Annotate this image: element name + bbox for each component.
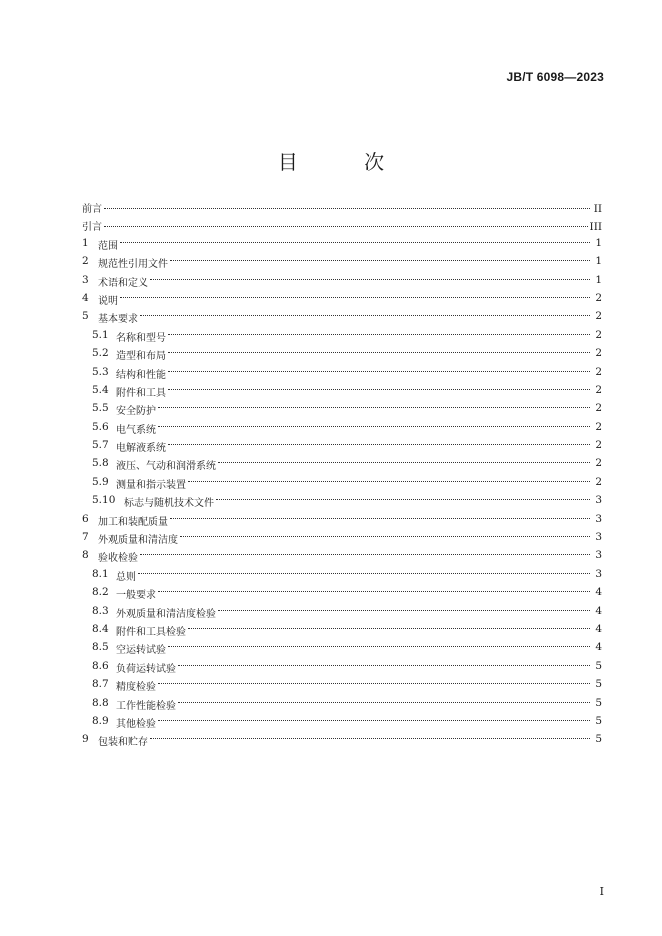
toc-entry-number: 8.2: [92, 586, 109, 599]
dot-leader: [168, 646, 590, 647]
toc-entry-title: 液压、气动和润滑系统: [116, 461, 216, 473]
toc-entry-label: [92, 605, 216, 620]
toc-entry-number: 9: [82, 733, 89, 746]
toc-entry-page: 2: [595, 291, 602, 304]
toc-entry[interactable]: [82, 421, 602, 439]
toc-entry-label: [82, 237, 118, 252]
toc-entry-page: 2: [595, 439, 602, 452]
toc-entry-label: [92, 494, 214, 509]
toc-entry-number: 1: [82, 236, 89, 249]
toc-entry-page: 5: [595, 733, 602, 746]
toc-entry-title: 附件和工具检验: [116, 626, 186, 638]
toc-entry-title: 其他检验: [116, 718, 156, 730]
toc-entry-title: 造型和布局: [116, 351, 166, 363]
toc-entry-page: 2: [595, 457, 602, 470]
dot-leader: [178, 702, 590, 703]
toc-entry-label: [82, 292, 118, 307]
toc-entry-label: [92, 660, 176, 675]
toc-entry-label: [92, 476, 186, 491]
dot-leader: [218, 610, 590, 611]
toc-entry[interactable]: [82, 697, 602, 715]
toc-entry-number: 8.1: [92, 567, 109, 580]
toc-entry-title: 说明: [98, 295, 118, 307]
toc-entry-page: 5: [595, 678, 602, 691]
toc-entry-number: 8.4: [92, 622, 109, 635]
toc-entry-page: III: [589, 221, 602, 234]
toc-entry-number: 5.2: [92, 347, 109, 360]
toc-entry[interactable]: [82, 384, 602, 402]
dot-leader: [140, 315, 590, 316]
toc-entry[interactable]: [82, 439, 602, 457]
toc-entry[interactable]: [82, 402, 602, 420]
toc-entry[interactable]: [82, 568, 602, 586]
dot-leader: [120, 297, 590, 298]
toc-entry-label: [92, 384, 166, 399]
dot-leader: [168, 352, 590, 353]
toc-entry-title: 总则: [116, 571, 136, 583]
dot-leader: [168, 334, 590, 335]
page-title: 目 次: [277, 150, 415, 174]
toc-entry-page: 4: [595, 586, 602, 599]
toc-entry-title: 负荷运转试验: [116, 663, 176, 675]
toc-entry-title: 电解液系统: [116, 443, 166, 455]
toc-entry-title: 测量和指示装置: [116, 479, 186, 491]
toc-entry-title: 标志与随机技术文件: [124, 498, 214, 510]
toc-entry-title: 范围: [98, 240, 118, 252]
toc-entry-number: 5.8: [92, 457, 109, 470]
standard-code: JB/T 6098—2023: [506, 70, 604, 84]
toc-entry-page: 4: [595, 622, 602, 635]
toc-entry-label: [82, 549, 138, 564]
toc-entry-label: [82, 218, 102, 233]
toc-entry-title: 电气系统: [116, 424, 156, 436]
toc-entry[interactable]: [82, 476, 602, 494]
toc-entry-number: 8.9: [92, 714, 109, 727]
dot-leader: [120, 242, 590, 243]
toc-entry-label: [92, 457, 216, 472]
toc-entry-label: [92, 623, 186, 638]
dot-leader: [188, 481, 590, 482]
dot-leader: [170, 260, 590, 261]
toc-entry[interactable]: [82, 605, 602, 623]
toc-entry-label: [82, 274, 148, 289]
toc-entry[interactable]: [82, 347, 602, 365]
toc-entry-page: 3: [595, 531, 602, 544]
toc-entry-label: [92, 439, 166, 454]
toc-entry-page: 3: [595, 494, 602, 507]
toc-entry-label: [92, 586, 156, 601]
toc-entry[interactable]: [82, 623, 602, 641]
toc-entry[interactable]: [82, 513, 602, 531]
toc-entry-number: 8: [82, 549, 89, 562]
toc-entry-page: 3: [595, 512, 602, 525]
toc-entry[interactable]: [82, 292, 602, 310]
toc-entry[interactable]: [82, 715, 602, 733]
dot-leader: [138, 573, 590, 574]
toc-entry-label: [92, 697, 176, 712]
dot-leader: [140, 554, 590, 555]
page-number: I: [599, 885, 604, 898]
toc-entry-title: 加工和装配质量: [98, 516, 168, 528]
toc-entry-page: 5: [595, 714, 602, 727]
toc-entry-page: 2: [595, 310, 602, 323]
toc-entry[interactable]: [82, 641, 602, 659]
toc-entry[interactable]: [82, 586, 602, 604]
toc-entry-number: 5: [82, 310, 89, 323]
toc-entry-page: 5: [595, 659, 602, 672]
toc-entry-number: 5.1: [92, 328, 109, 341]
toc-entry-label: [92, 347, 166, 362]
toc-entry-label: [82, 733, 148, 748]
toc-entry-label: [82, 255, 168, 270]
toc-entry[interactable]: [82, 274, 602, 292]
toc-entry-title: 外观质量和清洁度: [98, 535, 178, 547]
dot-leader: [168, 444, 590, 445]
toc-entry-page: 2: [595, 347, 602, 360]
toc-entry-page: 2: [595, 475, 602, 488]
dot-leader: [150, 279, 590, 280]
dot-leader: [158, 720, 590, 721]
toc-entry[interactable]: [82, 366, 602, 384]
toc-entry-label: [82, 200, 102, 215]
toc-entry-title: 外观质量和清洁度检验: [116, 608, 216, 620]
toc-entry-page: 2: [595, 383, 602, 396]
toc-entry-page: 2: [595, 365, 602, 378]
toc-entry-label: [92, 329, 166, 344]
toc-entry-number: 5.7: [92, 439, 109, 452]
toc-entry-number: 5.4: [92, 383, 109, 396]
table-of-contents: [82, 200, 602, 752]
toc-entry-title: 一般要求: [116, 590, 156, 602]
toc-entry-number: 8.8: [92, 696, 109, 709]
toc-entry-title: 规范性引用文件: [98, 259, 168, 271]
toc-entry-number: 5.5: [92, 402, 109, 415]
toc-entry-number: 5.6: [92, 420, 109, 433]
toc-entry-number: 5.3: [92, 365, 109, 378]
toc-entry-number: 7: [82, 531, 89, 544]
toc-entry-label: [92, 641, 166, 656]
dot-leader: [104, 226, 588, 227]
dot-leader: [168, 389, 590, 390]
toc-entry[interactable]: [82, 457, 602, 475]
toc-entry-page: 3: [595, 567, 602, 580]
toc-entry-page: 1: [595, 273, 602, 286]
toc-entry-title: 前言: [82, 204, 102, 215]
toc-entry-number: 8.5: [92, 641, 109, 654]
toc-entry[interactable]: [82, 237, 602, 255]
toc-entry-title: 精度检验: [116, 682, 156, 694]
toc-entry-title: 引言: [82, 222, 102, 234]
dot-leader: [158, 407, 590, 408]
toc-entry-label: [92, 366, 166, 381]
toc-entry[interactable]: [82, 494, 602, 512]
toc-entry[interactable]: [82, 200, 602, 218]
dot-leader: [158, 683, 590, 684]
toc-entry-page: 2: [595, 328, 602, 341]
toc-entry-page: 2: [595, 402, 602, 415]
toc-entry-title: 名称和型号: [116, 332, 166, 344]
toc-entry-number: 6: [82, 512, 89, 525]
toc-entry[interactable]: [82, 329, 602, 347]
toc-entry-label: [92, 678, 156, 693]
toc-entry-page: 5: [595, 696, 602, 709]
dot-leader: [150, 738, 590, 739]
toc-entry-title: 附件和工具: [116, 387, 166, 399]
dot-leader: [170, 518, 590, 519]
toc-entry[interactable]: [82, 549, 602, 567]
toc-entry[interactable]: [82, 678, 602, 696]
toc-entry[interactable]: [82, 660, 602, 678]
toc-entry-number: 2: [82, 255, 89, 268]
toc-entry-page: 1: [595, 255, 602, 268]
toc-entry-title: 包装和贮存: [98, 737, 148, 749]
toc-entry-page: 4: [595, 641, 602, 654]
toc-entry-label: [92, 568, 136, 583]
toc-entry-number: 8.3: [92, 604, 109, 617]
watermark: [0, 912, 662, 923]
toc-entry-number: 5.10: [92, 494, 116, 507]
toc-entry-number: 8.7: [92, 678, 109, 691]
toc-entry[interactable]: [82, 218, 602, 236]
toc-entry-page: II: [593, 203, 602, 215]
dot-leader: [168, 371, 590, 372]
toc-entry-page: 2: [595, 420, 602, 433]
dot-leader: [218, 462, 590, 463]
dot-leader: [180, 536, 590, 537]
toc-entry[interactable]: [82, 310, 602, 328]
toc-entry-page: 3: [595, 549, 602, 562]
dot-leader: [158, 426, 590, 427]
toc-entry-number: 5.9: [92, 475, 109, 488]
dot-leader: [216, 499, 590, 500]
toc-entry-title: 空运转试验: [116, 645, 166, 657]
toc-entry-label: [82, 310, 138, 325]
toc-entry-number: 8.6: [92, 659, 109, 672]
toc-entry-title: 安全防护: [116, 406, 156, 418]
toc-entry-page: 1: [595, 236, 602, 249]
toc-entry-label: [82, 531, 178, 546]
toc-entry[interactable]: [82, 733, 602, 751]
toc-entry-label: [92, 402, 156, 417]
toc-entry-label: [82, 513, 168, 528]
toc-entry[interactable]: [82, 255, 602, 273]
dot-leader: [158, 591, 590, 592]
dot-leader: [178, 665, 590, 666]
toc-entry-title: 验收检验: [98, 553, 138, 565]
dot-leader: [188, 628, 590, 629]
toc-entry-title: 结构和性能: [116, 369, 166, 381]
toc-entry-page: 4: [595, 604, 602, 617]
toc-entry[interactable]: [82, 531, 602, 549]
dot-leader: [104, 208, 590, 209]
toc-entry-title: 工作性能检验: [116, 700, 176, 712]
toc-entry-number: 3: [82, 273, 89, 286]
toc-entry-title: 基本要求: [98, 314, 138, 326]
toc-entry-title: 术语和定义: [98, 277, 148, 289]
toc-entry-label: [92, 715, 156, 730]
toc-entry-number: 4: [82, 291, 89, 304]
toc-entry-label: [92, 421, 156, 436]
